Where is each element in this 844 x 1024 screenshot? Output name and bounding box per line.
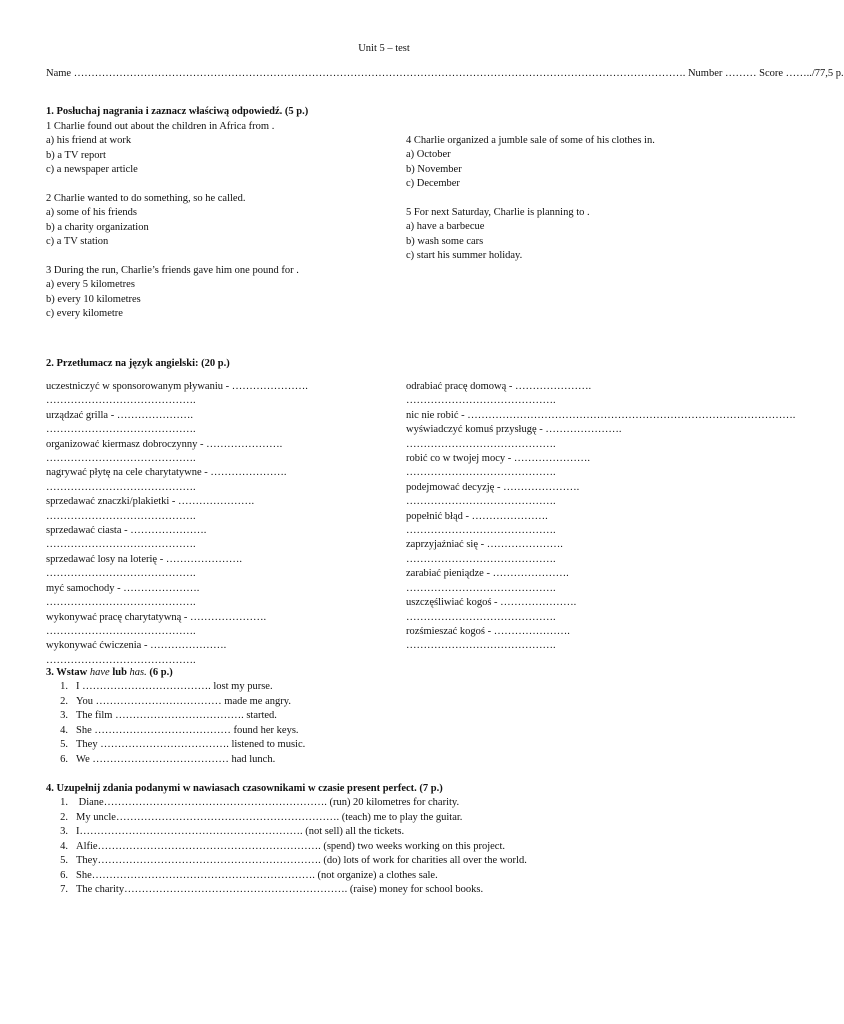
question-line: 2 Charlie wanted to do something, so he called. xyxy=(46,193,246,205)
answer-dots: ……………………………………. xyxy=(46,424,196,436)
list-item xyxy=(46,811,527,826)
list-item xyxy=(46,869,527,884)
translation-item: podejmować decyzję - …………………. xyxy=(406,481,580,493)
section-3-heading-mid: lub xyxy=(109,667,130,678)
spacer xyxy=(46,250,299,264)
list-item xyxy=(46,825,527,840)
answer-option: b) November xyxy=(406,163,462,175)
answer-option: c) start his summer holiday. xyxy=(406,250,523,262)
item-number: 3. xyxy=(60,710,68,721)
answer-option: b) every 10 kilometres xyxy=(46,293,141,305)
answer-option: c) every kilometre xyxy=(46,308,123,320)
translation-item: uczestniczyć w sponsorowanym pływaniu - …………………. xyxy=(46,381,308,392)
item-text: Diane………………………………………………………. (run) 20 kilometres for charity. xyxy=(76,797,460,808)
list-item xyxy=(46,724,305,739)
translation-item: nic nie robić - …………………………………………………………………………………. xyxy=(406,409,796,421)
question-line: 3 During the run, Charlie’s friends gave him one pound for . xyxy=(46,265,299,277)
item-number: 4. xyxy=(60,840,68,852)
translation-item: zarabiać pieniądze - …………………. xyxy=(406,568,569,580)
answer-dots: ……………………………………. xyxy=(406,611,556,623)
section-4-heading: 4. Uzupełnij zdania podanymi w nawiasach czasownikami w czasie present perfect. (7 p.) xyxy=(46,783,443,794)
answer-dots: ……………………………………. xyxy=(406,496,556,508)
translation-item: popełnić błąd - …………………. xyxy=(406,510,548,522)
section-3-heading-prefix: 3. Wstaw xyxy=(46,667,90,678)
answer-option: b) a charity organization xyxy=(46,221,149,233)
answer-dots: ……………………………………. xyxy=(46,481,196,493)
list-item xyxy=(46,738,305,753)
translation-item: robić co w twojej mocy - …………………. xyxy=(406,453,591,465)
translation-item: zaprzyjaźniać się - …………………. xyxy=(406,539,563,551)
translation-item: rozśmieszać kogoś - …………………. xyxy=(406,625,570,637)
section-3-heading-points: (6 p.) xyxy=(146,667,173,678)
answer-dots: ……………………………………. xyxy=(46,539,196,551)
translation-item: organizować kiermasz dobroczynny - …………………. xyxy=(46,438,283,450)
answer-option: c) a newspaper article xyxy=(46,164,138,176)
translation-item: wyświadczyć komuś przysługę - …………………. xyxy=(406,424,622,436)
translation-item: odrabiać pracę domową - …………………. xyxy=(406,381,592,392)
answer-dots: ……………………………………. xyxy=(46,395,196,407)
list-item xyxy=(46,695,305,710)
answer-dots: ……………………………………. xyxy=(46,568,196,580)
translation-item: nagrywać płytę na cele charytatywne - …………………. xyxy=(46,467,287,479)
item-text: I ………………………………. lost my purse. xyxy=(76,681,273,692)
item-number: 5. xyxy=(60,855,68,866)
item-number: 6. xyxy=(60,753,68,765)
translation-item: uszczęśliwiać kogoś - …………………. xyxy=(406,597,577,609)
item-text: You ……………………………… made me angry. xyxy=(76,695,291,707)
section-1-right-questions xyxy=(406,134,655,264)
translation-item: urządzać grilla - …………………. xyxy=(46,409,193,421)
item-text: Alfie………………………………………………………. (spend) two weeks working on this project. xyxy=(76,840,505,852)
answer-option: a) his friend at work xyxy=(46,135,132,147)
list-item xyxy=(46,883,527,898)
translation-item: wykonywać ćwiczenia - …………………. xyxy=(46,640,227,652)
section-3-heading-have: have xyxy=(89,667,110,678)
answer-dots: ……………………………………. xyxy=(46,597,196,609)
answer-option: a) have a barbecue xyxy=(406,221,485,233)
list-item xyxy=(46,709,305,724)
section-2-heading: 2. Przetłumacz na język angielski: (20 p.) xyxy=(46,358,230,369)
answer-dots: ……………………………………. xyxy=(406,467,556,479)
item-text: I………………………………………………………. (not sell) all the tickets. xyxy=(76,826,405,837)
list-item xyxy=(46,753,305,768)
section-4-list xyxy=(46,796,527,898)
answer-option: c) December xyxy=(406,178,460,190)
list-item xyxy=(46,854,527,869)
list-item xyxy=(46,796,527,811)
section-1-heading: 1. Posłuchaj nagrania i zaznacz właściwą odpowiedź. (5 p.) xyxy=(46,106,309,117)
question-line: 1 Charlie found out about the children in Africa from . xyxy=(46,121,275,132)
item-number: 7. xyxy=(60,884,68,895)
translation-item: sprzedawać znaczki/plakietki - …………………. xyxy=(46,496,255,508)
item-text: My uncle………………………………………………………. (teach) me to play the guitar. xyxy=(76,811,463,823)
question-line: 4 Charlie organized a jumble sale of some of his clothes in. xyxy=(406,135,655,146)
list-item xyxy=(46,680,305,695)
answer-dots: ……………………………………. xyxy=(406,553,556,565)
answer-dots: ……………………………………. xyxy=(406,525,556,537)
section-2-right-column xyxy=(406,380,796,654)
translation-item: wykonywać pracę charytatywną - …………………. xyxy=(46,611,267,623)
list-item xyxy=(46,840,527,855)
item-number: 1. xyxy=(60,797,68,808)
answer-dots: ……………………………………. xyxy=(406,395,556,407)
translation-item: sprzedawać ciasta - …………………. xyxy=(46,525,207,537)
section-3-heading-has: has. xyxy=(129,667,147,678)
page-title: Unit 5 – test xyxy=(358,43,410,54)
answer-dots: ……………………………………. xyxy=(46,510,196,522)
item-number: 5. xyxy=(60,739,68,750)
answer-dots: ……………………………………. xyxy=(46,453,196,465)
section-1-left-questions xyxy=(46,120,299,322)
answer-dots: ……………………………………. xyxy=(46,654,196,666)
section-3-heading xyxy=(46,666,173,680)
item-number: 2. xyxy=(60,811,68,823)
item-number: 2. xyxy=(60,695,68,707)
item-number: 6. xyxy=(60,869,68,881)
spacer xyxy=(406,192,655,206)
answer-option: a) October xyxy=(406,149,451,161)
item-text: She………………………………………………………. (not organize) a clothes sale. xyxy=(76,869,438,881)
answer-dots: ……………………………………. xyxy=(406,640,556,652)
item-text: They ………………………………. listened to music. xyxy=(76,739,306,750)
answer-option: a) every 5 kilometres xyxy=(46,279,135,291)
item-number: 3. xyxy=(60,826,68,837)
answer-option: b) a TV report xyxy=(46,149,106,161)
answer-dots: ……………………………………. xyxy=(406,582,556,594)
name-number-score-line: Name …………………………………………………………………………………………………………………………………………………………. Number ……… Score ……../77,5 p. xyxy=(46,68,844,79)
question-line: 5 For next Saturday, Charlie is planning to . xyxy=(406,207,590,219)
item-number: 1. xyxy=(60,681,68,692)
spacer xyxy=(46,178,299,192)
answer-option: c) a TV station xyxy=(46,236,109,248)
answer-dots: ……………………………………. xyxy=(406,438,556,450)
translation-item: sprzedawać losy na loterię - …………………. xyxy=(46,553,242,565)
item-text: We ………………………………… had lunch. xyxy=(76,753,276,765)
section-3-list xyxy=(46,680,305,767)
translation-item: myć samochody - …………………. xyxy=(46,582,200,594)
item-number: 4. xyxy=(60,724,68,736)
item-text: She ………………………………… found her keys. xyxy=(76,724,299,736)
item-text: The charity………………………………………………………. (raise) money for school books. xyxy=(76,884,484,895)
item-text: They………………………………………………………. (do) lots of work for charities all over the world. xyxy=(76,855,527,866)
item-text: The film ………………………………. started. xyxy=(76,710,277,721)
answer-option: b) wash some cars xyxy=(406,235,484,247)
section-2-left-column xyxy=(46,380,396,668)
answer-option: a) some of his friends xyxy=(46,207,137,219)
answer-dots: ……………………………………. xyxy=(46,625,196,637)
